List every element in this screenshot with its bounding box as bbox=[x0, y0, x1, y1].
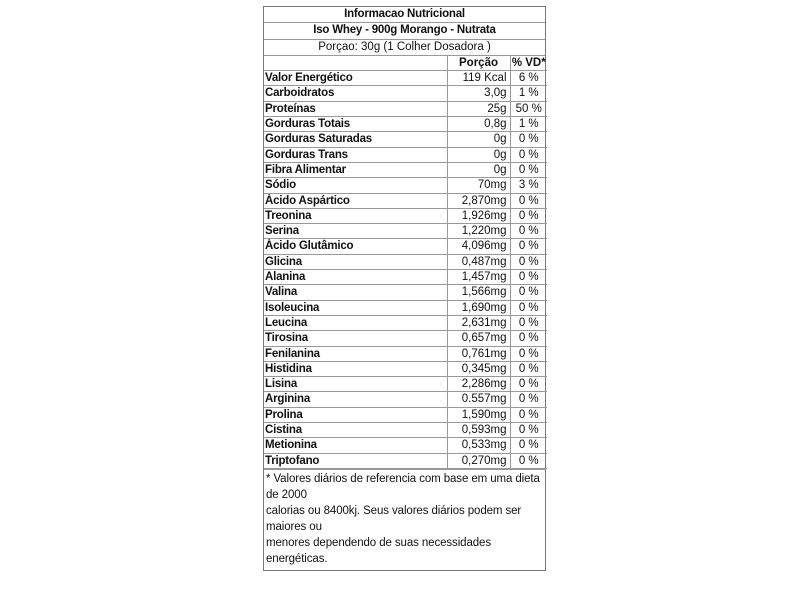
dv-value: 0 % bbox=[510, 239, 547, 254]
dv-value: 1 % bbox=[510, 86, 547, 101]
dv-value: 0 % bbox=[510, 331, 547, 346]
table-row bbox=[264, 147, 547, 162]
table-row bbox=[264, 315, 547, 330]
table-row bbox=[264, 101, 547, 116]
dv-value: 0 % bbox=[510, 162, 547, 177]
footnote-line: menores dependendo de suas necessidades energéticas. bbox=[266, 536, 491, 565]
nutrient-name: Leucina bbox=[264, 315, 447, 330]
portion-value: 2,286mg bbox=[447, 377, 510, 392]
nutrient-name: Triptofano bbox=[264, 453, 447, 468]
dv-value: 1 % bbox=[510, 117, 547, 132]
nutrient-name: Carboidratos bbox=[264, 86, 447, 101]
nutrient-name: Tirosina bbox=[264, 331, 447, 346]
nutrient-name: Fenilanina bbox=[264, 346, 447, 361]
portion-value: 0,345mg bbox=[447, 361, 510, 376]
portion-column-header: Porção bbox=[447, 56, 510, 71]
dv-value: 0 % bbox=[510, 361, 547, 376]
portion-value: 0,593mg bbox=[447, 423, 510, 438]
table-row bbox=[264, 208, 547, 223]
portion-value: 0,8g bbox=[447, 117, 510, 132]
nutrient-name: Serina bbox=[264, 224, 447, 239]
dv-value: 0 % bbox=[510, 224, 547, 239]
serving-size: Porçao: 30g (1 Colher Dosadora ) bbox=[264, 40, 545, 56]
nutrient-name: Valor Energético bbox=[264, 71, 447, 86]
table-row bbox=[264, 331, 547, 346]
table-row bbox=[264, 86, 547, 101]
dv-value: 0 % bbox=[510, 147, 547, 162]
table-row bbox=[264, 239, 547, 254]
portion-value: 0g bbox=[447, 132, 510, 147]
portion-value: 0,270mg bbox=[447, 453, 510, 468]
nutrient-name: Gorduras Trans bbox=[264, 147, 447, 162]
nutrient-name: Glicina bbox=[264, 254, 447, 269]
nutrient-name: Ácido Glutâmico bbox=[264, 239, 447, 254]
portion-value: 0.557mg bbox=[447, 392, 510, 407]
dv-column-header: % VD* bbox=[511, 56, 546, 69]
label-title: Informacao Nutricional bbox=[264, 7, 545, 23]
table-row bbox=[264, 423, 547, 438]
table-row bbox=[264, 285, 547, 300]
portion-value: 1,690mg bbox=[447, 300, 510, 315]
portion-value: 3,0g bbox=[447, 86, 510, 101]
portion-value: 1,220mg bbox=[447, 224, 510, 239]
nutrition-facts-label bbox=[263, 6, 546, 571]
table-row bbox=[264, 300, 547, 315]
nutrient-name: Fibra Alimentar bbox=[264, 162, 447, 177]
dv-value: 0 % bbox=[510, 254, 547, 269]
portion-value: 0,487mg bbox=[447, 254, 510, 269]
dv-value: 0 % bbox=[510, 132, 547, 147]
nutrition-table bbox=[264, 56, 547, 469]
portion-value: 0g bbox=[447, 162, 510, 177]
nutrient-name: Prolina bbox=[264, 407, 447, 422]
portion-value: 25g bbox=[447, 101, 510, 116]
portion-value: 1,566mg bbox=[447, 285, 510, 300]
nutrient-name: Proteínas bbox=[264, 101, 447, 116]
table-row bbox=[264, 117, 547, 132]
portion-value: 1,590mg bbox=[447, 407, 510, 422]
nutrient-name: Cistina bbox=[264, 423, 447, 438]
nutrient-name: Sódio bbox=[264, 178, 447, 193]
table-header-row bbox=[264, 56, 547, 71]
dv-value: 0 % bbox=[510, 423, 547, 438]
portion-value: 70mg bbox=[447, 178, 510, 193]
nutrient-column-header bbox=[264, 56, 447, 71]
nutrient-name: Gorduras Totais bbox=[264, 117, 447, 132]
table-row bbox=[264, 407, 547, 422]
dv-value: 0 % bbox=[510, 438, 547, 453]
dv-value: 0 % bbox=[510, 377, 547, 392]
dv-value: 0 % bbox=[510, 392, 547, 407]
dv-value: 0 % bbox=[510, 315, 547, 330]
dv-value: 0 % bbox=[510, 208, 547, 223]
portion-value: 119 Kcal bbox=[447, 71, 510, 86]
dv-value: 0 % bbox=[510, 346, 547, 361]
product-name: Iso Whey - 900g Morango - Nutrata bbox=[264, 23, 545, 39]
dv-value: 6 % bbox=[510, 71, 547, 86]
footnote-line: calorias ou 8400kj. Seus valores diários podem ser maiores ou bbox=[266, 504, 522, 533]
table-row bbox=[264, 162, 547, 177]
table-row bbox=[264, 346, 547, 361]
table-row bbox=[264, 193, 547, 208]
table-row bbox=[264, 254, 547, 269]
portion-value: 1,926mg bbox=[447, 208, 510, 223]
portion-value: 0,657mg bbox=[447, 331, 510, 346]
nutrient-name: Gorduras Saturadas bbox=[264, 132, 447, 147]
table-row bbox=[264, 453, 547, 468]
portion-value: 4,096mg bbox=[447, 239, 510, 254]
nutrient-name: Valina bbox=[264, 285, 447, 300]
portion-value: 0,761mg bbox=[447, 346, 510, 361]
table-row bbox=[264, 438, 547, 453]
table-row bbox=[264, 71, 547, 86]
dv-value: 0 % bbox=[510, 300, 547, 315]
table-row bbox=[264, 224, 547, 239]
table-row bbox=[264, 392, 547, 407]
footnote bbox=[264, 469, 545, 570]
nutrient-name: Alanina bbox=[264, 270, 447, 285]
portion-value: 0g bbox=[447, 147, 510, 162]
dv-value: 3 % bbox=[510, 178, 547, 193]
nutrient-name: Ácido Aspártico bbox=[264, 193, 447, 208]
table-row bbox=[264, 377, 547, 392]
table-row bbox=[264, 270, 547, 285]
dv-value: 0 % bbox=[510, 270, 547, 285]
portion-value: 0,533mg bbox=[447, 438, 510, 453]
dv-value: 0 % bbox=[510, 285, 547, 300]
footnote-line: * Valores diários de referencia com base em uma dieta de 2000 bbox=[266, 472, 540, 501]
nutrient-name: Histidina bbox=[264, 361, 447, 376]
nutrient-name: Metionina bbox=[264, 438, 447, 453]
dv-value: 0 % bbox=[510, 407, 547, 422]
table-row bbox=[264, 361, 547, 376]
nutrient-rows bbox=[264, 71, 547, 469]
dv-value: 50 % bbox=[510, 101, 547, 116]
portion-value: 2,631mg bbox=[447, 315, 510, 330]
dv-value: 0 % bbox=[510, 453, 547, 468]
table-row bbox=[264, 132, 547, 147]
nutrient-name: Arginina bbox=[264, 392, 447, 407]
nutrient-name: Isoleucina bbox=[264, 300, 447, 315]
table-row bbox=[264, 178, 547, 193]
portion-value: 2,870mg bbox=[447, 193, 510, 208]
dv-value: 0 % bbox=[510, 193, 547, 208]
nutrient-name: Lisina bbox=[264, 377, 447, 392]
portion-value: 1,457mg bbox=[447, 270, 510, 285]
nutrient-name: Treonina bbox=[264, 208, 447, 223]
